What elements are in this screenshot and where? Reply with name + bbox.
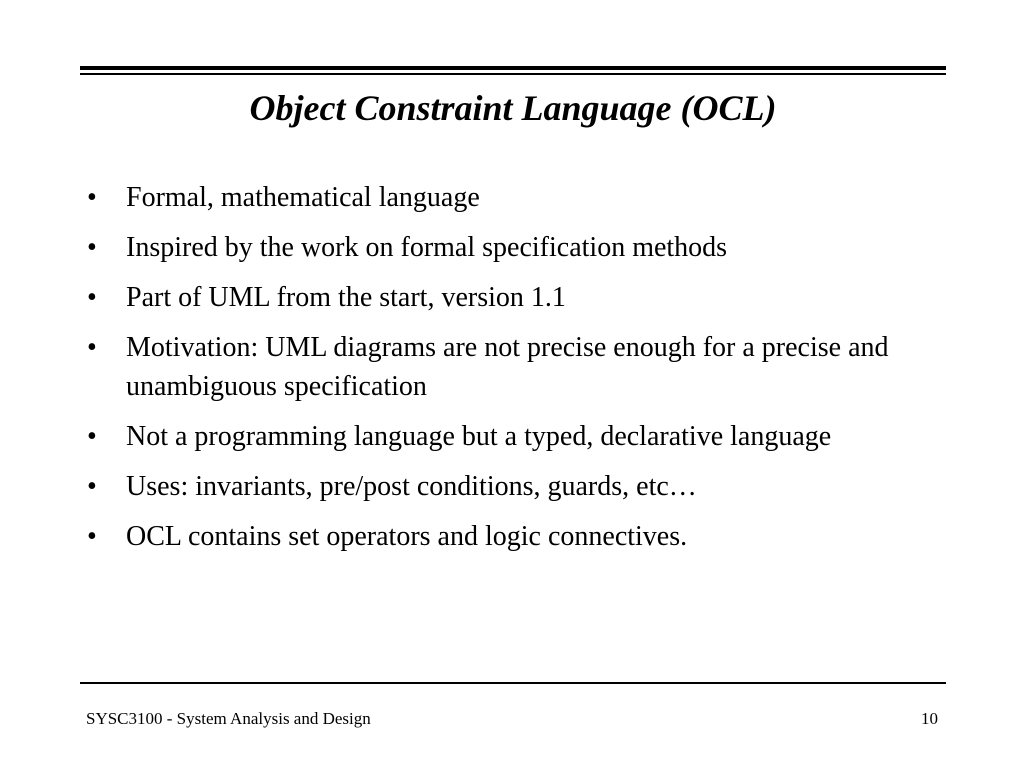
bullet-text: OCL contains set operators and logic connectives. bbox=[126, 521, 688, 552]
bullet-marker: • bbox=[87, 471, 97, 502]
bullet-marker: • bbox=[87, 182, 97, 213]
bullet-text: Formal, mathematical language bbox=[126, 182, 480, 213]
bullet-item bbox=[84, 178, 914, 217]
bullet-text: Inspired by the work on formal specification methods bbox=[126, 232, 728, 263]
bullet-item bbox=[84, 278, 914, 317]
slide-title: Object Constraint Language (OCL) bbox=[249, 88, 777, 128]
title-rule-thin bbox=[80, 73, 946, 75]
bullet-item bbox=[84, 328, 914, 406]
bullet-marker: • bbox=[87, 232, 97, 263]
bullet-text: Uses: invariants, pre/post conditions, guards, etc… bbox=[126, 471, 697, 502]
bullet-item bbox=[84, 517, 914, 556]
bullet-marker: • bbox=[87, 332, 97, 363]
footer-course-title: SYSC3100 - System Analysis and Design bbox=[86, 709, 371, 728]
title-rule-thick bbox=[80, 66, 946, 70]
bullet-item bbox=[84, 228, 914, 267]
footer-rule bbox=[80, 682, 946, 684]
bullet-marker: • bbox=[87, 521, 97, 552]
bullet-text: Not a programming language but a typed, declarative language bbox=[126, 421, 832, 452]
bullet-list bbox=[84, 178, 914, 567]
bullet-item bbox=[84, 417, 914, 456]
bullet-item bbox=[84, 467, 914, 506]
bullet-text: Motivation: UML diagrams are not precise enough for a precise and unambiguous specification bbox=[126, 332, 889, 402]
bullet-marker: • bbox=[87, 282, 97, 313]
bullet-text: Part of UML from the start, version 1.1 bbox=[126, 282, 566, 313]
bullet-marker: • bbox=[87, 421, 97, 452]
page-number: 10 bbox=[921, 709, 938, 728]
